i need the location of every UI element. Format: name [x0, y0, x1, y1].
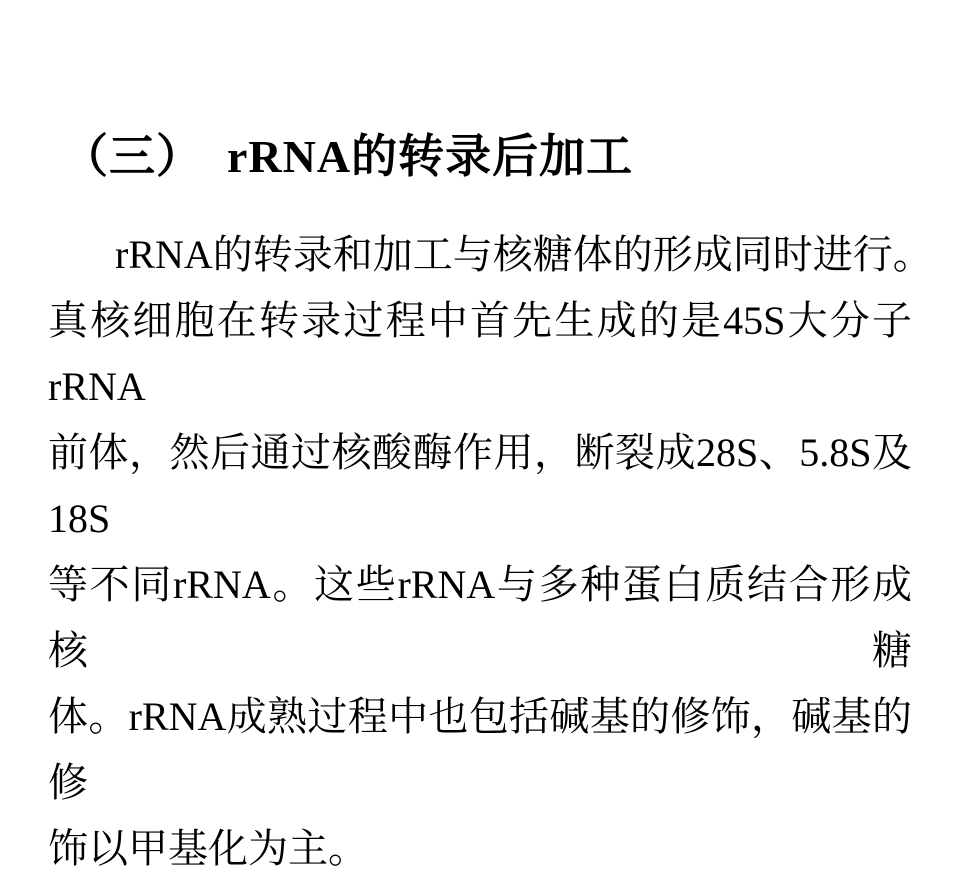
slide-body-text — [48, 222, 933, 882]
body-line-2: 真核细胞在转录过程中首先生成的是45S大分子rRNA — [48, 298, 912, 409]
body-line-6: 饰以甲基化为主。 — [48, 826, 368, 871]
body-line-1: rRNA的转录和加工与核糖体的形成同时进行。 — [115, 232, 933, 277]
body-line-5: 体。rRNA成熟过程中也包括碱基的修饰，碱基的修 — [48, 694, 912, 805]
body-line-4: 等不同rRNA。这些rRNA与多种蛋白质结合形成核糖 — [48, 562, 912, 673]
body-line-3: 前体，然后通过核酸酶作用，断裂成28S、5.8S及18S — [48, 430, 912, 541]
slide-title: （三） rRNA的转录后加工 — [62, 131, 634, 182]
